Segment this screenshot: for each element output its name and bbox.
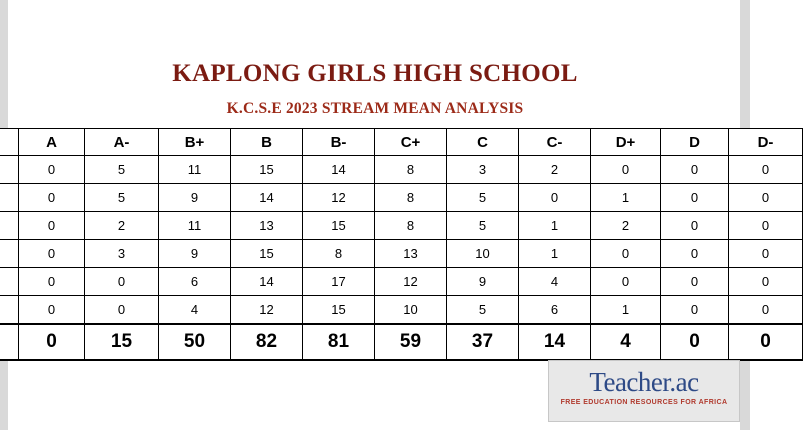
cell: 11 (159, 212, 231, 240)
totals-cell: 50 (159, 324, 231, 360)
totals-cell: 0 (729, 324, 803, 360)
cell: 5 (85, 184, 159, 212)
cell: 8 (375, 156, 447, 184)
cell: 0 (519, 184, 591, 212)
cell: 0 (85, 296, 159, 325)
cell (0, 268, 19, 296)
cell: 6 (159, 268, 231, 296)
cell: 3 (85, 240, 159, 268)
cell (0, 296, 19, 325)
cell: 17 (303, 268, 375, 296)
cell: 2 (519, 156, 591, 184)
cell (0, 156, 19, 184)
cell: 5 (447, 296, 519, 325)
column-header-b: B (231, 129, 303, 156)
cell: 8 (375, 184, 447, 212)
table-header (0, 129, 803, 156)
column-header-b-minus: B- (303, 129, 375, 156)
cell (0, 184, 19, 212)
cell: 15 (231, 240, 303, 268)
cell: 12 (375, 268, 447, 296)
cell (0, 240, 19, 268)
column-header-a: A (19, 129, 85, 156)
cell: 11 (159, 156, 231, 184)
cell: 9 (159, 240, 231, 268)
column-header-b-plus: B+ (159, 129, 231, 156)
table-row (0, 212, 803, 240)
cell: 0 (729, 268, 803, 296)
grades-table-container (0, 128, 774, 361)
cell: 0 (591, 156, 661, 184)
cell: 15 (303, 296, 375, 325)
watermark-badge (548, 360, 740, 422)
cell: 1 (519, 240, 591, 268)
cell: 14 (303, 156, 375, 184)
totals-cell: 4 (591, 324, 661, 360)
table-body (0, 156, 803, 325)
watermark-brand-main: Teacher (589, 367, 670, 397)
table-row (0, 268, 803, 296)
totals-cell: 0 (19, 324, 85, 360)
cell: 5 (85, 156, 159, 184)
cell: 4 (159, 296, 231, 325)
cell: 0 (729, 240, 803, 268)
cell: 5 (447, 212, 519, 240)
column-header-d: D (661, 129, 729, 156)
cell: 1 (519, 212, 591, 240)
totals-cell: 37 (447, 324, 519, 360)
page-title: KAPLONG GIRLS HIGH SCHOOL (172, 60, 578, 87)
cell: 0 (591, 268, 661, 296)
totals-cell: 82 (231, 324, 303, 360)
cell: 10 (375, 296, 447, 325)
stream-mean-analysis-table (0, 128, 803, 361)
watermark-tagline: FREE EDUCATION RESOURCES FOR AFRICA (560, 399, 728, 406)
cell: 5 (447, 184, 519, 212)
cell: 0 (19, 156, 85, 184)
cell: 14 (231, 268, 303, 296)
cell: 12 (303, 184, 375, 212)
totals-cell: 14 (519, 324, 591, 360)
cell: 8 (303, 240, 375, 268)
column-header-a-minus: A- (85, 129, 159, 156)
cell: 0 (661, 268, 729, 296)
column-header-cut (0, 129, 19, 156)
table-row (0, 156, 803, 184)
cell: 0 (661, 184, 729, 212)
cell: 8 (375, 212, 447, 240)
totals-cell: 81 (303, 324, 375, 360)
cell: 0 (19, 212, 85, 240)
watermark-content (549, 367, 739, 406)
cell: 0 (729, 296, 803, 325)
cell: 13 (375, 240, 447, 268)
cell: 1 (591, 296, 661, 325)
cell: 0 (729, 212, 803, 240)
cell: 2 (591, 212, 661, 240)
table-footer (0, 324, 803, 360)
cell: 0 (19, 268, 85, 296)
cell (0, 212, 19, 240)
cell: 0 (661, 296, 729, 325)
table-header-row (0, 129, 803, 156)
cell: 0 (591, 240, 661, 268)
column-header-d-minus: D- (729, 129, 803, 156)
column-header-c-plus: C+ (375, 129, 447, 156)
cell: 10 (447, 240, 519, 268)
cell: 0 (661, 240, 729, 268)
cell: 0 (661, 156, 729, 184)
column-header-c: C (447, 129, 519, 156)
watermark-brand (549, 367, 739, 397)
totals-cell: 59 (375, 324, 447, 360)
cell: 15 (231, 156, 303, 184)
watermark-brand-dot: . (669, 367, 676, 397)
totals-cell: 15 (85, 324, 159, 360)
page-subtitle: K.C.S.E 2023 STREAM MEAN ANALYSIS (226, 100, 524, 117)
table-row (0, 240, 803, 268)
totals-cell: 0 (661, 324, 729, 360)
cell: 15 (303, 212, 375, 240)
table-row (0, 184, 803, 212)
cell: 14 (231, 184, 303, 212)
table-row (0, 296, 803, 325)
cell: 12 (231, 296, 303, 325)
cell: 0 (19, 240, 85, 268)
cell: 13 (231, 212, 303, 240)
totals-row (0, 324, 803, 360)
cell: 2 (85, 212, 159, 240)
cell: 4 (519, 268, 591, 296)
column-header-c-minus: C- (519, 129, 591, 156)
cell: 0 (85, 268, 159, 296)
cell: 0 (729, 184, 803, 212)
cell: 6 (519, 296, 591, 325)
cell: 9 (447, 268, 519, 296)
watermark-brand-tld: ac (675, 367, 699, 397)
totals-cell (0, 324, 19, 360)
cell: 0 (661, 212, 729, 240)
cell: 1 (591, 184, 661, 212)
column-header-d-plus: D+ (591, 129, 661, 156)
cell: 3 (447, 156, 519, 184)
cell: 0 (729, 156, 803, 184)
cell: 9 (159, 184, 231, 212)
cell: 0 (19, 184, 85, 212)
cell: 0 (19, 296, 85, 325)
